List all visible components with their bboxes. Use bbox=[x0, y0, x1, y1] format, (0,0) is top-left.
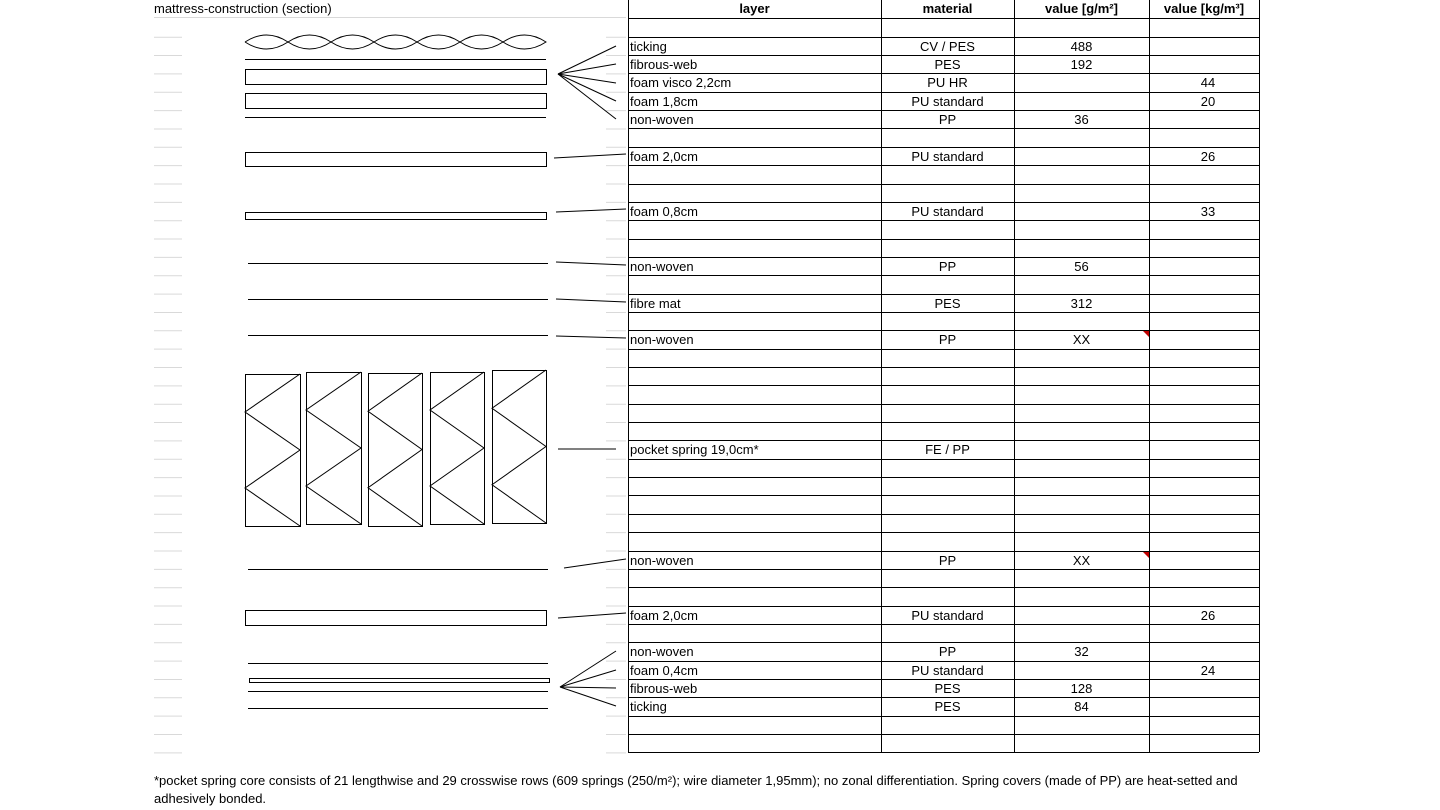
layer-name-cell: pocket spring 19,0cm* bbox=[630, 442, 759, 458]
leader-line bbox=[554, 154, 626, 158]
material-cell: PU HR bbox=[927, 75, 968, 91]
leader-line bbox=[558, 613, 626, 618]
material-cell: PES bbox=[934, 699, 961, 715]
spring-zigzag bbox=[245, 374, 300, 526]
leader-line bbox=[556, 299, 626, 302]
layer-name-cell: foam 2,0cm bbox=[630, 607, 698, 623]
value-gsm-cell: 32 bbox=[1074, 644, 1089, 660]
layer-name-cell: foam 0,8cm bbox=[630, 203, 698, 219]
leader-line bbox=[564, 559, 626, 568]
value-gsm-cell: 36 bbox=[1074, 112, 1089, 128]
value-gsm-cell: 56 bbox=[1074, 258, 1089, 274]
leader-line bbox=[556, 209, 626, 212]
layer-name-cell: fibre mat bbox=[630, 295, 681, 311]
layer-name-cell: non-woven bbox=[630, 332, 694, 348]
footnote: *pocket spring core consists of 21 lengthwise and 29 crosswise rows (609 springs (250/m²); wire diameter 1,95mm); no zonal differentiation. Spring covers (made of PP) are heat-setted and adhesively bonded. bbox=[154, 773, 1238, 806]
foam-1-8-rect bbox=[246, 94, 547, 109]
pocket-spring-rect bbox=[246, 375, 301, 527]
material-cell: PU standard bbox=[911, 607, 984, 623]
layer-name-cell: foam visco 2,2cm bbox=[630, 75, 732, 91]
pocket-spring-rect bbox=[493, 371, 547, 524]
pocket-spring-rect bbox=[307, 373, 362, 525]
leader-line bbox=[558, 46, 616, 74]
layer-name-cell: foam 0,4cm bbox=[630, 662, 698, 678]
leader-line bbox=[556, 262, 626, 265]
material-cell: CV / PES bbox=[920, 38, 975, 54]
value-gsm-cell: 84 bbox=[1074, 699, 1089, 715]
value-kgm3-cell: 26 bbox=[1200, 607, 1216, 623]
layer-name-cell: non-woven bbox=[630, 552, 694, 568]
foam-visco-rect bbox=[246, 70, 547, 85]
foam-0-8-rect bbox=[246, 213, 547, 220]
material-cell: PP bbox=[938, 332, 957, 348]
leader-line bbox=[560, 670, 616, 687]
layer-name-cell: non-woven bbox=[630, 644, 694, 660]
ticking-wave-shape bbox=[245, 35, 546, 49]
layer-name-cell: foam 1,8cm bbox=[630, 93, 698, 109]
header-value-gsm: value [g/m²] bbox=[1045, 1, 1118, 16]
foam-2-0-rect bbox=[246, 611, 547, 626]
spring-zigzag bbox=[430, 372, 484, 524]
layer-name-cell: fibrous-web bbox=[630, 680, 698, 696]
spring-zigzag bbox=[306, 372, 361, 524]
leader-line bbox=[560, 687, 616, 706]
leader-line bbox=[560, 651, 616, 687]
pocket-spring-rect bbox=[431, 373, 485, 525]
value-gsm-cell: 192 bbox=[1070, 57, 1093, 73]
leader-line bbox=[560, 687, 616, 688]
layer-name-cell: fibrous-web bbox=[630, 57, 698, 73]
value-gsm-cell: XX bbox=[1072, 332, 1091, 348]
leader-line bbox=[558, 64, 616, 74]
material-cell: PU standard bbox=[911, 662, 984, 678]
material-cell: PES bbox=[934, 295, 961, 311]
value-gsm-cell: 488 bbox=[1070, 38, 1093, 54]
spring-zigzag bbox=[368, 373, 422, 526]
material-cell: FE / PP bbox=[925, 442, 970, 458]
material-cell: PES bbox=[934, 680, 961, 696]
value-gsm-cell: 312 bbox=[1070, 295, 1093, 311]
material-cell: PP bbox=[938, 112, 957, 128]
value-kgm3-cell: 33 bbox=[1200, 203, 1216, 219]
section-title: mattress-construction (section) bbox=[154, 1, 332, 16]
value-kgm3-cell: 20 bbox=[1200, 93, 1216, 109]
material-cell: PES bbox=[934, 57, 961, 73]
material-cell: PU standard bbox=[911, 203, 984, 219]
value-kgm3-cell: 44 bbox=[1200, 75, 1216, 91]
value-gsm-cell: 128 bbox=[1070, 680, 1093, 696]
layer-name-cell: non-woven bbox=[630, 258, 694, 274]
foam-0-4-rect bbox=[250, 679, 550, 683]
spring-zigzag bbox=[492, 370, 546, 523]
header-material: material bbox=[922, 1, 973, 16]
material-cell: PP bbox=[938, 552, 957, 568]
pocket-spring-rect bbox=[369, 374, 423, 527]
layer-name-cell: non-woven bbox=[630, 112, 694, 128]
layer-name-cell: ticking bbox=[630, 38, 667, 54]
value-kgm3-cell: 24 bbox=[1200, 662, 1216, 678]
material-cell: PU standard bbox=[911, 148, 984, 164]
material-cell: PP bbox=[938, 258, 957, 274]
value-gsm-cell: XX bbox=[1072, 552, 1091, 568]
header-layer: layer bbox=[739, 1, 770, 16]
material-cell: PP bbox=[938, 644, 957, 660]
layer-name-cell: foam 2,0cm bbox=[630, 148, 698, 164]
foam-2-0-rect bbox=[246, 153, 547, 167]
header-value-kgm3: value [kg/m³] bbox=[1163, 1, 1245, 16]
material-cell: PU standard bbox=[911, 93, 984, 109]
leader-line bbox=[556, 336, 626, 338]
layer-name-cell: ticking bbox=[630, 699, 667, 715]
value-kgm3-cell: 26 bbox=[1200, 148, 1216, 164]
